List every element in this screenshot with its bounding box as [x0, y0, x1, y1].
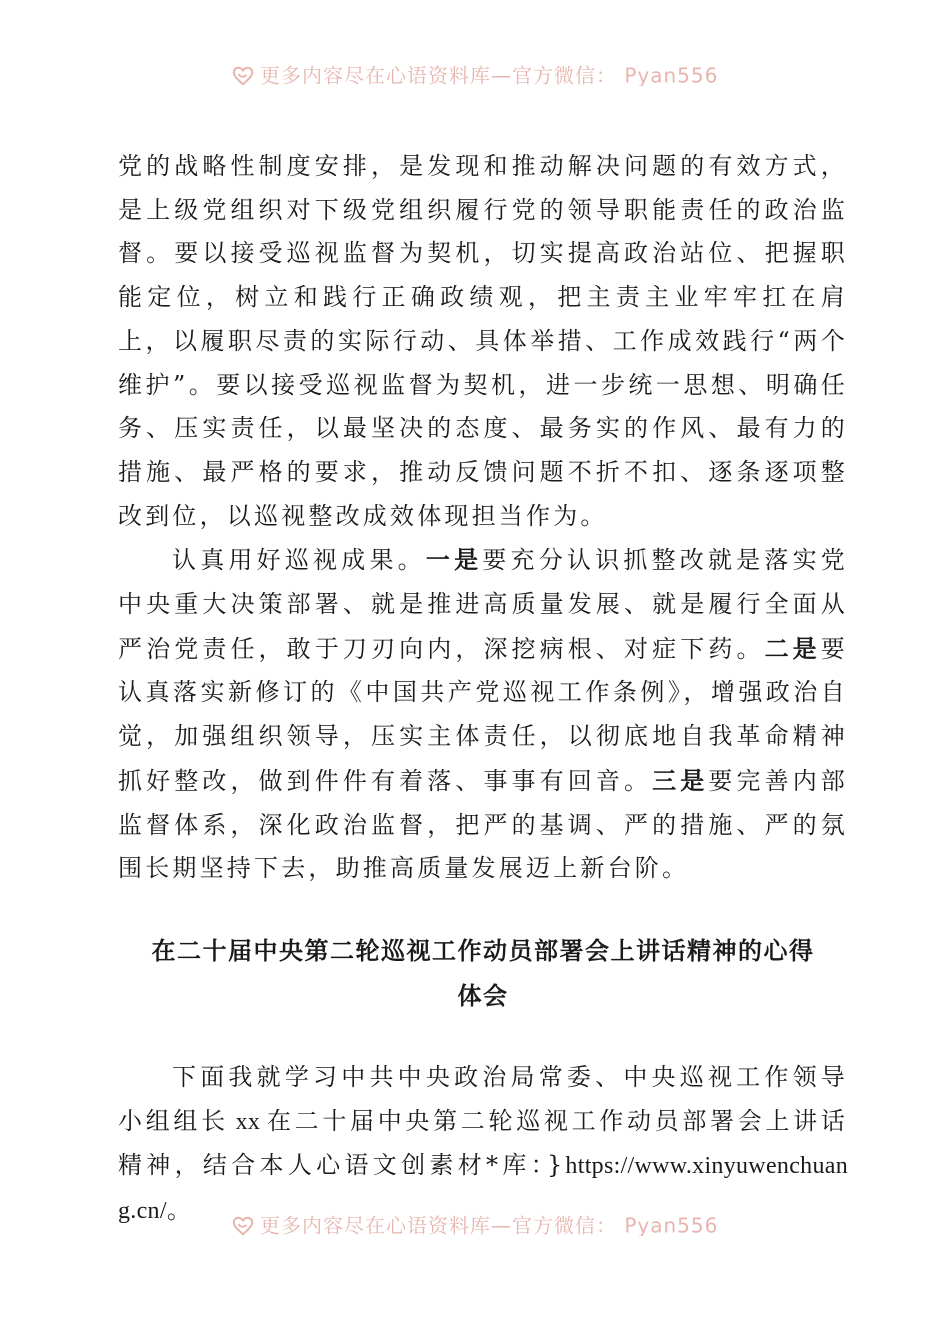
heart-logo-icon [232, 65, 254, 87]
document-body [118, 145, 848, 1234]
paragraph-2 [118, 538, 848, 891]
source-url: https://www.xinyuwenchuang.cn/ [118, 1153, 848, 1225]
section-heading: 在二十届中央第二轮巡视工作动员部署会上讲话精神的心得体会 [151, 936, 815, 1010]
para3-text-2: 在二十届中央第二轮巡视工作动员部署会上讲话精神，结合本人心语文创素材*库：} [118, 1106, 848, 1180]
point-one-text: 要充分认识抓整改就是落实党中央重大决策部署、就是推进高质量发展、就是履行全面从严治党责任，敢于刀刃向内，深挖病根、对症下药。 [118, 546, 848, 663]
paragraph-1: 党的战略性制度安排，是发现和推动解决问题的有效方式，是上级党组织对下级党组织履行党的领导职能责任的政治监督。要以接受巡视监督为契机，切实提高政治站位、把握职能定位，树立和践行正确政绩观，把主责主业牢牢扛在肩上，以履职尽责的实际行动、具体举措、工作成效践行“两个维护”。要以接受巡视监督为契机，进一步统一思想、明确任务、压实责任，以最坚决的态度、最务实的作风、最有力的措施、最严格的要求，推动反馈问题不折不扣、逐条逐项整改到位，以巡视整改成效体现担当作为。 [118, 152, 848, 530]
para2-lead: 认真用好巡视成果。 [172, 546, 426, 575]
point-three-text: 要完善内部监督体系，深化政治监督，把严的基调、严的措施、严的氛围长期坚持下去，助推高质量发展迈上新台阶。 [118, 766, 849, 883]
watermark-text: 更多内容尽在心语资料库—官方微信： Pyan556 [260, 1213, 719, 1236]
watermark-footer [0, 1202, 950, 1236]
point-two-label: 二是 [764, 633, 821, 663]
point-one-label: 一是 [425, 545, 483, 575]
point-two-text: 要认真落实新修订的《中国共产党巡视工作条例》，增强政治自觉，加强组织领导，压实主体责任，以彻底地自我革命精神抓好整改，做到件件有着落、事事有回音。 [118, 634, 848, 795]
name-placeholder: xx [228, 1108, 267, 1135]
point-three-label: 三是 [652, 765, 709, 795]
para3-end: 。 [166, 1196, 195, 1225]
para3-text-1: 下面我就学习中共中央政治局常委、中央巡视工作领导小组组长 [118, 1062, 848, 1135]
watermark-header [0, 52, 950, 86]
watermark-text: 更多内容尽在心语资料库—官方微信： Pyan556 [260, 63, 719, 86]
heart-logo-icon [232, 1215, 254, 1237]
